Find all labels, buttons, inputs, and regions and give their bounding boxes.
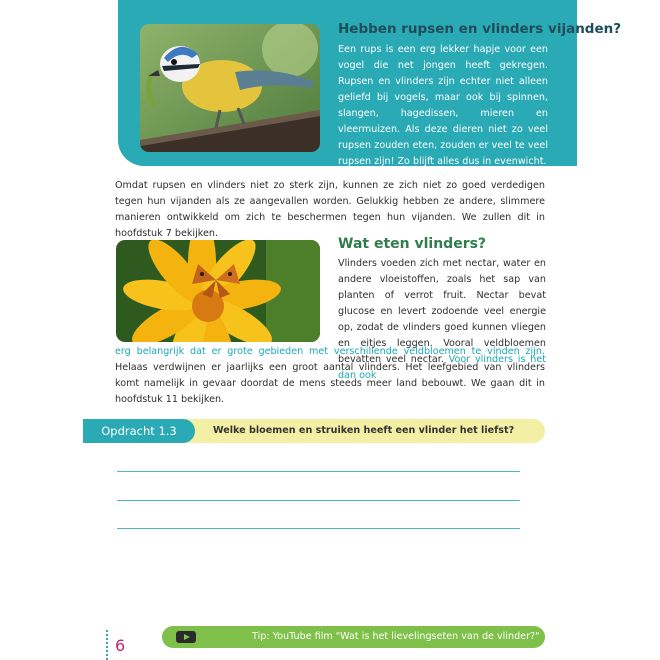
- tip-text: Tip: YouTube film "Wat is het lievelingseten van de vlinder?": [252, 631, 540, 642]
- assignment-bar: [83, 419, 545, 443]
- habitat-text: Helaas verdwijnen er jaarlijks een groot aantal vlinders. Het leefgebied van vlinders komt namelijk in gevaar doordat de mens steeds meer land bebouwt. We gaan dit in hoofdstuk 11 bekijken.: [115, 362, 545, 405]
- margin-dots: [106, 630, 108, 660]
- section-title-eten: Wat eten vlinders?: [338, 236, 487, 252]
- butterfly-on-flower-photo: [116, 240, 320, 342]
- body-paragraph-defense: Omdat rupsen en vlinders niet zo sterk zijn, kunnen ze zich niet zo goed verdedigen tegen hun vijanden als ze aangevallen worden. Gelukkig hebben ze andere, slimmere manieren ontwikkeld om zich te beschermen tegen hun vijanden. We zullen dit in hoofdstuk 7 bekijken.: [115, 180, 545, 239]
- answer-line[interactable]: [117, 528, 520, 529]
- assignment-label: Opdracht 1.3: [83, 419, 195, 443]
- highlight-text-b: erg belangrijk dat er grote gebieden met verschillende veldbloemen te vinden zijn.: [115, 346, 545, 357]
- answer-line[interactable]: [117, 471, 520, 472]
- assignment-question: Welke bloemen en struiken heeft een vlinder het liefst?: [213, 425, 515, 436]
- youtube-play-icon: [176, 631, 196, 643]
- blue-tit-photo: [140, 24, 320, 152]
- page-number: 6: [115, 636, 126, 655]
- highlight-text-a: Voor vlinders is het dan ook: [338, 354, 546, 381]
- answer-line[interactable]: [117, 500, 520, 501]
- nectar-text: Vlinders voeden zich met nectar, water en andere vloeistoffen, zoals het sap van planten of verrot fruit. Nectar bevat glucose en levert zodoende veel energie op, zodat de vlinders goed kunnen vliegen en eitjes leggen. Vooral veldbloemen bevatten veel nectar.: [338, 258, 546, 365]
- vijanden-title: Hebben rupsen en vlinders vijanden?: [338, 21, 622, 37]
- vijanden-text: Een rups is een erg lekker hapje voor een vogel die net jongen heeft gekregen. Rupsen en vlinders zijn echter niet alleen geliefd bij vogels, maar ook bij spinnen, slangen, hagedissen, mieren en vleermuizen. Als deze dieren niet zo veel rupsen zouden eten, zouden er veel te veel rupsen zijn! Zo blijft alles dus in evenwicht.: [338, 44, 548, 167]
- body-paragraph-habitat: [115, 344, 545, 408]
- tip-bar[interactable]: [162, 626, 545, 648]
